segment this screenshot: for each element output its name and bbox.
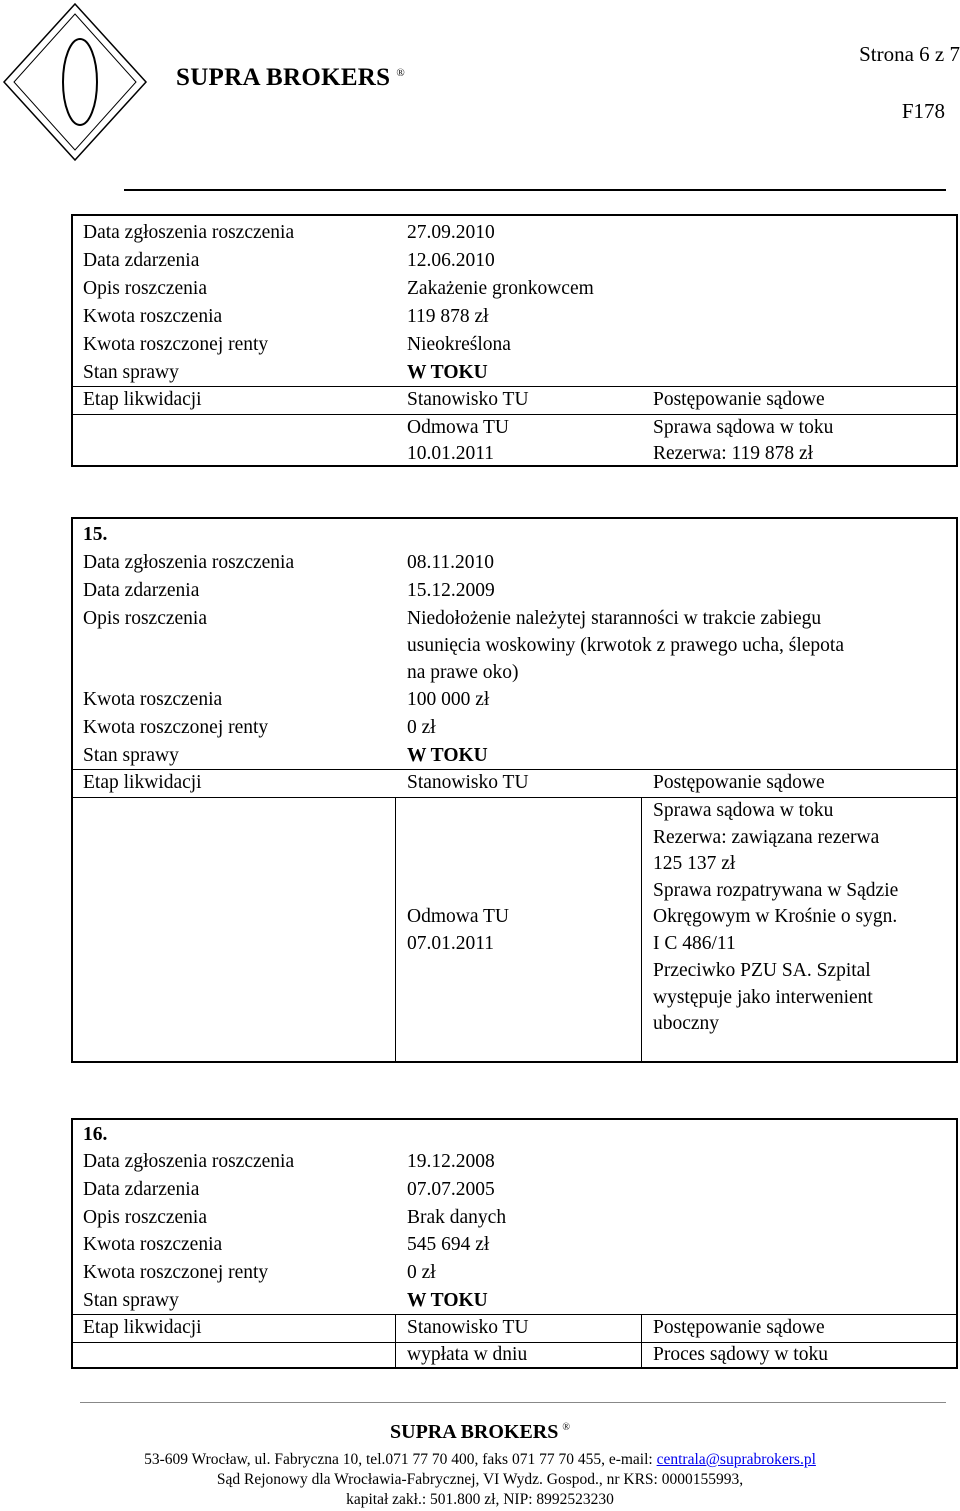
field-label: Data zdarzenia	[83, 1179, 200, 1200]
claim-record	[71, 1118, 958, 1369]
field-value: 119 878 zł	[407, 306, 489, 327]
footer-divider	[80, 1402, 946, 1403]
stage-col2-header: Postępowanie sądowe	[653, 389, 825, 410]
stage-col2-line: Proces sądowy w toku	[653, 1344, 828, 1365]
row-divider	[73, 797, 956, 798]
stage-col1-header: Stanowisko TU	[407, 1317, 529, 1338]
field-value: 15.12.2009	[407, 580, 495, 601]
footer-court: Sąd Rejonowy dla Wrocławia-Fabrycznej, VI Wydz. Gospod., nr KRS: 0000155993,	[216, 1471, 744, 1488]
footer-brand: SUPRA BROKERS ®	[390, 1421, 570, 1443]
field-value: Zakażenie gronkowcem	[407, 278, 594, 299]
stage-col2-line: Rezerwa: 119 878 zł	[653, 443, 814, 464]
field-value: na prawe oko)	[407, 662, 519, 683]
row-divider	[73, 1342, 956, 1343]
field-value: 27.09.2010	[407, 222, 495, 243]
logo-emblem-icon	[0, 0, 150, 165]
stage-col2-line: Sprawa rozpatrywana w Sądzie	[653, 880, 899, 901]
field-value: 100 000 zł	[407, 689, 490, 710]
stage-col2-line: Przeciwko PZU SA. Szpital	[653, 960, 871, 981]
field-label: Data zgłoszenia roszczenia	[83, 552, 295, 573]
stage-col1-line: 07.01.2011	[407, 933, 495, 954]
column-divider	[395, 1314, 396, 1369]
field-label: Kwota roszczenia	[83, 1234, 223, 1255]
claim-record	[71, 214, 958, 467]
row-divider	[73, 1314, 956, 1315]
header-divider	[124, 189, 946, 191]
field-value: 07.07.2005	[407, 1179, 495, 1200]
stage-col2-line: występuje jako interwenient	[653, 987, 873, 1008]
stage-col2-line: Sprawa sądowa w toku	[653, 800, 834, 821]
stage-label: Etap likwidacji	[83, 772, 202, 793]
field-label: Opis roszczenia	[83, 278, 207, 299]
document-id: F178	[901, 99, 945, 123]
field-label: Kwota roszczenia	[83, 689, 223, 710]
field-label: Kwota roszczonej renty	[83, 1262, 269, 1283]
stage-col1-line: Odmowa TU	[407, 906, 510, 927]
status-value: W TOKU	[407, 1290, 488, 1311]
field-label: Opis roszczenia	[83, 608, 207, 629]
field-value: Brak danych	[407, 1207, 507, 1228]
status-value: W TOKU	[407, 362, 488, 383]
column-divider	[641, 797, 642, 1063]
stage-col2-header: Postępowanie sądowe	[653, 772, 825, 793]
stage-col1-line: 10.01.2011	[407, 443, 495, 464]
stage-col1-line: Odmowa TU	[407, 417, 510, 438]
field-value: 0 zł	[407, 717, 436, 738]
field-label: Kwota roszczonej renty	[83, 717, 269, 738]
stage-col2-line: Sprawa sądowa w toku	[653, 417, 834, 438]
footer-address: 53-609 Wrocław, ul. Fabryczna 10, tel.071 77 70 400, faks 071 77 70 455, e-mail: centrala@suprabrokers.pl	[144, 1451, 816, 1468]
claim-record	[71, 517, 958, 1063]
field-label: Data zdarzenia	[83, 250, 200, 271]
field-value: 0 zł	[407, 1262, 436, 1283]
stage-col2-line: Rezerwa: zawiązana rezerwa	[653, 827, 880, 848]
status-value: W TOKU	[407, 745, 488, 766]
column-divider	[395, 797, 396, 1063]
field-value: usunięcia woskowiny (krwotok z prawego ucha, ślepota	[407, 635, 845, 656]
field-label: Data zdarzenia	[83, 580, 200, 601]
field-value: 19.12.2008	[407, 1151, 495, 1172]
column-divider	[641, 1314, 642, 1369]
field-label: Stan sprawy	[83, 362, 179, 383]
stage-col2-line: uboczny	[653, 1013, 720, 1034]
stage-col1-line: wypłata w dniu	[407, 1344, 528, 1365]
stage-label: Etap likwidacji	[83, 1317, 202, 1338]
field-label: Stan sprawy	[83, 745, 179, 766]
field-value: 08.11.2010	[407, 552, 495, 573]
field-label: Opis roszczenia	[83, 1207, 207, 1228]
stage-col1-header: Stanowisko TU	[407, 389, 529, 410]
field-label: Data zgłoszenia roszczenia	[83, 1151, 295, 1172]
stage-label: Etap likwidacji	[83, 389, 202, 410]
field-label: Kwota roszczonej renty	[83, 334, 269, 355]
stage-col1-header: Stanowisko TU	[407, 772, 529, 793]
field-label: Kwota roszczenia	[83, 306, 223, 327]
row-divider	[73, 414, 956, 415]
stage-col2-line: Okręgowym w Krośnie o sygn.	[653, 906, 898, 927]
stage-col2-header: Postępowanie sądowe	[653, 1317, 825, 1338]
stage-col2-line: I C 486/11	[653, 933, 736, 954]
field-label: Data zgłoszenia roszczenia	[83, 222, 295, 243]
field-value: Nieokreślona	[407, 334, 511, 355]
field-value: Niedołożenie należytej staranności w trakcie zabiegu	[407, 608, 822, 629]
footer-capital: kapitał zakł.: 501.800 zł, NIP: 8992523230	[346, 1491, 614, 1508]
record-number: 16.	[83, 1124, 108, 1145]
email-link[interactable]: centrala@suprabrokers.pl	[656, 1451, 816, 1468]
record-number: 15.	[83, 524, 108, 545]
brand-title: SUPRA BROKERS ®	[176, 64, 406, 91]
field-value: 12.06.2010	[407, 250, 495, 271]
stage-col2-line: 125 137 zł	[653, 853, 736, 874]
page-number: Strona 6 z 7	[859, 42, 960, 66]
field-label: Stan sprawy	[83, 1290, 179, 1311]
field-value: 545 694 zł	[407, 1234, 490, 1255]
row-divider	[73, 386, 956, 387]
row-divider	[73, 769, 956, 770]
